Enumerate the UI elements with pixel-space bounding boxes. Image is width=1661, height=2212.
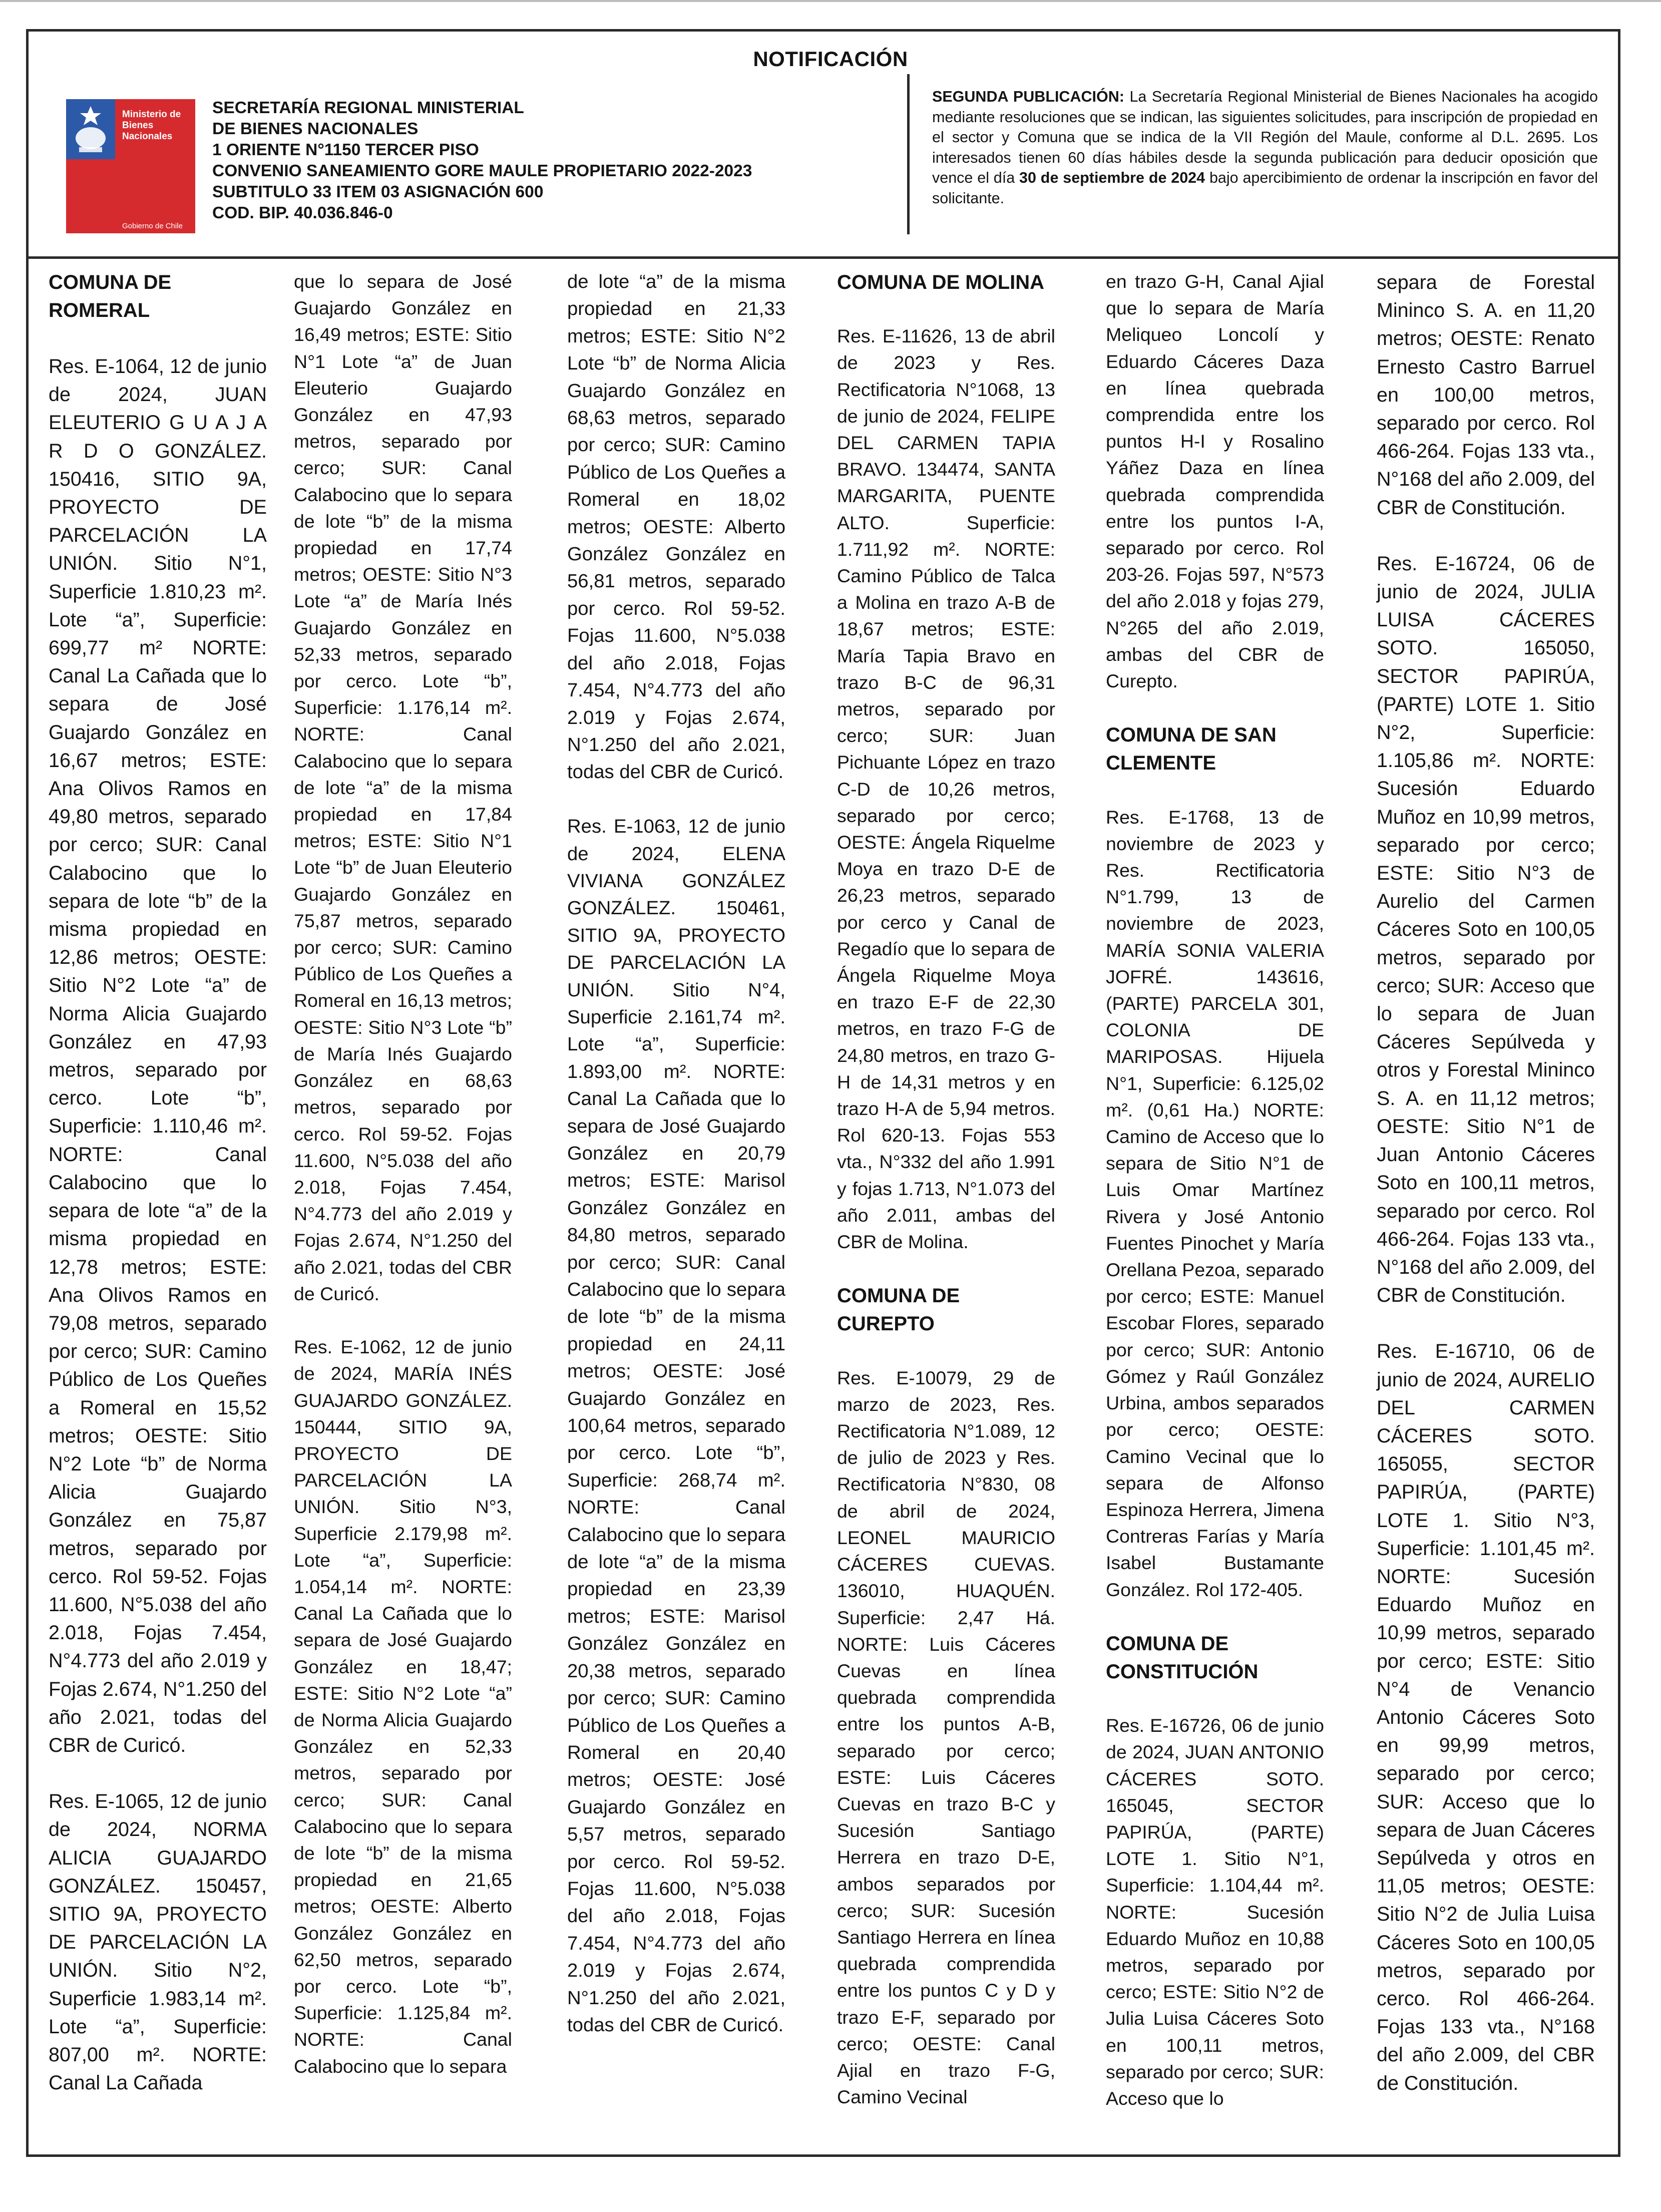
column-2 — [294, 268, 512, 2106]
resolution-entry: Res. E-1062, 12 de junio de 2024, MARÍA INÉS GUAJARDO GONZÁLEZ. 150444, SITIO 9A, PROYECTO DE PARCELACIÓN LA UNIÓN. Sitio N°3, Superficie 2.179,98 m². Lote “a”, Superficie: 1.054,14 m². NORTE: Canal La Cañada que lo separa de José Guajardo González en 18,47; ESTE: Sitio N°2 Lote “a” de Norma Alicia Guajardo González en 52,33 metros, separado por cerco; SUR: Canal Calabocino que lo separa de lote “b” de la misma propiedad en 21,65 metros; OESTE: Alberto González González en 62,50 metros, separado por cerco. Lote “b”, Superficie: 1.125,84 m². NORTE: Canal Calabocino que lo separa — [294, 1336, 512, 2077]
publication-deadline: 30 de septiembre de 2024 — [1019, 169, 1205, 186]
column-6 — [1377, 268, 1595, 2125]
logo-ministry-line-3: Nacionales — [122, 131, 173, 142]
comuna-heading-curepto: COMUNA DE CUREPTO — [837, 1285, 960, 1335]
institution-line: CONVENIO SANEAMIENTO GORE MAULE PROPIETARIO 2022-2023 — [212, 162, 752, 180]
resolution-entry: separa de Forestal Mininco S. A. en 11,20 metros; OESTE: Renato Ernesto Castro Barruel en 100,00 metros, separado por cerco. Rol 466-264. Fojas 133 vta., N°168 del año 2.009, del CBR de Constitución. — [1377, 271, 1595, 519]
resolution-entry: Res. E-1063, 12 de junio de 2024, ELENA VIVIANA GONZÁLEZ GONZÁLEZ. 150461, SITIO 9A, PROYECTO DE PARCELACIÓN LA UNIÓN. Sitio N°4, Superficie 2.161,74 m². Lote “a”, Superficie: 1.893,00 m². NORTE: Canal La Cañada que lo separa de José Guajardo González en 20,79 metros; ESTE: Marisol González González en 84,80 metros, separado por cerco; SUR: Canal Calabocino que lo separa de lote “b” de la misma propiedad en 24,11 metros; OESTE: José Guajardo González en 100,64 metros, separado por cerco. Lote “b”, Superficie: 268,74 m². NORTE: Canal Calabocino que lo separa de lote “a” de la misma propiedad en 23,39 metros; ESTE: Marisol González González en 20,38 metros, separado por cerco; SUR: Camino Público de Los Queñes a Romeral en 20,40 metros; OESTE: José Guajardo González en 5,57 metros, separado por cerco. Rol 59-52. Fojas 11.600, N°5.038 del año 2.018, Fojas 7.454, N°4.773 del año 2.019 y Fojas 2.674, N°1.250 del año 2.021, todas del CBR de Curicó. — [567, 816, 785, 2036]
header-rule — [26, 256, 1620, 259]
resolution-entry: Res. E-1768, 13 de noviembre de 2023 y Res. Rectificatoria N°1.799, 13 de noviembre de 2023, MARÍA SONIA VALERIA JOFRÉ. 143616, (PARTE) PARCELA 301, COLONIA DE MARIPOSAS. Hijuela N°1, Superficie: 6.125,02 m². (0,61 Ha.) NORTE: Camino de Acceso que lo separa de Sitio N°1 de Luis Omar Martínez Rivera y José Antonio Fuentes Pinochet y María Orellana Pezoa, separado por cerco; ESTE: Manuel Escobar Flores, separado por cerco; SUR: Antonio Gómez y Raúl González Urbina, ambos separados por cerco; OESTE: Camino Vecinal que lo separa de Alfonso Espinoza Herrera, Jimena Contreras Farías y María Isabel Bustamante González. Rol 172-405. — [1106, 806, 1324, 1600]
resolution-entry: Res. E-16726, 06 de junio de 2024, JUAN ANTONIO CÁCERES SOTO. 165045, SECTOR PAPIRÚA, (PARTE) LOTE 1. Sitio N°1, Superficie: 1.104,44 m². NORTE: Sucesión Eduardo Muñoz en 10,88 metros, separado por cerco; ESTE: Sitio N°2 de Julia Luisa Cáceres Soto en 100,11 metros, separado por cerco; SUR: Acceso que lo — [1106, 1715, 1324, 2109]
notice-title: NOTIFICACIÓN — [753, 47, 908, 71]
comuna-heading-romeral: COMUNA DE ROMERAL — [49, 271, 172, 321]
logo-red-lower — [66, 159, 115, 233]
resolution-entry: Res. E-1065, 12 de junio de 2024, NORMA ALICIA GUAJARDO GONZÁLEZ. 150457, SITIO 9A, PROYECTO DE PARCELACIÓN LA UNIÓN. Sitio N°2, Superficie 1.983,14 m². Lote “a”, Superficie: 807,00 m². NORTE: Canal La Cañada — [49, 1790, 267, 2094]
comuna-heading-san-clemente: COMUNA DE SAN CLEMENTE — [1106, 724, 1277, 775]
publication-lead: SEGUNDA PUBLICACIÓN: — [932, 88, 1124, 105]
institution-block — [212, 98, 888, 224]
institution-line: COD. BIP. 40.036.846-0 — [212, 204, 393, 222]
logo-ministry-line-1: Ministerio de — [122, 109, 181, 120]
publication-body: La Secretaría Regional Ministerial de Bienes Nacionales ha acogido mediante resoluciones que se indican, las siguientes solicitudes, para inscripción de propiedad en el sector y Comuna que se indica de la VII Región del Maule, conforme al D.L. 2695. Los interesados tienen 60 días hábiles desde la segunda publicación para deducir oposición que vence el día — [932, 88, 1598, 186]
header-divider — [907, 74, 910, 234]
institution-line: 1 ORIENTE N°1150 TERCER PISO — [212, 141, 479, 159]
resolution-entry: Res. E-1064, 12 de junio de 2024, JUAN ELEUTERIO G U A J A R D O GONZÁLEZ. 150416, SITIO 9A, PROYECTO DE PARCELACIÓN LA UNIÓN. Sitio N°1, Superficie 1.810,23 m². Lote “a”, Superficie: 699,77 m² NORTE: Canal La Cañada que lo separa de José Guajardo González en 16,67 metros; ESTE: Ana Olivos Ramos en 49,80 metros, separado por cerco; SUR: Canal Calabocino que lo separa de lote “b” de la misma propiedad en 12,86 metros; OESTE: Sitio N°2 Lote “a” de Norma Alicia Guajardo González en 47,93 metros, separado por cerco. Lote “b”, Superficie: 1.110,46 m². NORTE: Canal Calabocino que lo separa de lote “a” de la misma propiedad en 12,78 metros; ESTE: Ana Olivos Ramos en 79,08 metros, separado por cerco; SUR: Camino Público de Los Queñes a Romeral en 15,52 metros; OESTE: Sitio N°2 Lote “b” de Norma Alicia Guajardo González en 75,87 metros, separado por cerco. Rol 59-52. Fojas 11.600, N°5.038 del año 2.018, Fojas 7.454, N°4.773 del año 2.019 y Fojas 2.674, N°1.250 del año 2.021, todas del CBR de Curicó. — [49, 355, 267, 1756]
top-rule — [0, 0, 1661, 2]
column-5 — [1106, 268, 1324, 2138]
column-3 — [567, 268, 785, 2066]
column-4 — [837, 268, 1055, 2137]
ministry-logo — [66, 99, 195, 233]
resolution-entry: en trazo G-H, Canal Ajial que lo separa de María Meliqueo Loncolí y Eduardo Cáceres Daza en línea quebrada comprendida entre los puntos H-I y Rosalino Yáñez Daza en línea quebrada comprendida entre los puntos I-A, separado por cerco. Rol 203-26. Fojas 597, N°573 del año 2.018 y fojas 279, N°265 del año 2.019, ambas del CBR de Curepto. — [1106, 271, 1324, 692]
logo-government-text: Gobierno de Chile — [122, 222, 183, 230]
publication-tail: bajo apercibimiento de ordenar la inscripción en favor del solicitante. — [932, 169, 1598, 207]
resolution-entry: de lote “a” de la misma propiedad en 21,33 metros; ESTE: Sitio N°2 Lote “b” de Norma Alicia Guajardo González en 68,63 metros, separado por cerco; SUR: Camino Público de Los Queñes a Romeral en 18,02 metros; OESTE: Alberto González González en 56,81 metros, separado por cerco. Rol 59-52. Fojas 11.600, N°5.038 del año 2.018, Fojas 7.454, N°4.773 del año 2.019 y Fojas 2.674, N°1.250 del año 2.021, todas del CBR de Curicó. — [567, 271, 785, 783]
resolution-entry: Res. E-16710, 06 de junio de 2024, AURELIO DEL CARMEN CÁCERES SOTO. 165055, SECTOR PAPIRÚA, (PARTE) LOTE 1. Sitio N°3, Superficie: 1.101,45 m². NORTE: Sucesión Eduardo Muñoz en 10,99 metros, separado por cerco; ESTE: Sitio N°4 de Venancio Antonio Cáceres Soto en 99,99 metros, separado por cerco; SUR: Acceso que lo separa de Juan Cáceres Sepúlveda y otros en 11,05 metros; OESTE: Sitio N°2 de Julia Luisa Cáceres Soto en 100,05 metros, separado por cerco. Rol 466-264. Fojas 133 vta., N°168 del año 2.009, del CBR de Constitución. — [1377, 1340, 1595, 2094]
resolution-entry: Res. E-11626, 13 de abril de 2023 y Res. Rectificatoria N°1068, 13 de junio de 2024, FELIPE DEL CARMEN TAPIA BRAVO. 134474, SANTA MARGARITA, PUENTE ALTO. Superficie: 1.711,92 m². NORTE: Camino Público de Talca a Molina en trazo A-B de 18,67 metros; ESTE: María Tapia Bravo en trazo B-C de 96,31 metros, separado por cerco; SUR: Juan Pichuante López en trazo C-D de 10,26 metros, separado por cerco; OESTE: Ángela Riquelme Moya en trazo D-E de 26,23 metros, separado por cerco y Canal de Regadío que lo separa de Ángela Riquelme Moya en trazo E-F de 22,30 metros, en trazo F-G de 24,80 metros, en trazo G-H de 14,31 metros y en trazo H-A de 5,94 metros. Rol 620-13. Fojas 553 vta., N°332 del año 1.991 y fojas 1.713, N°1.073 del año 2.011, ambas del CBR de Molina. — [837, 325, 1055, 1253]
resolution-entry: que lo separa de José Guajardo González en 16,49 metros; ESTE: Sitio N°1 Lote “a” de Juan Eleuterio Guajardo González en 47,93 metros, separado por cerco; SUR: Canal Calabocino que lo separa de lote “b” de la misma propiedad en 17,74 metros; OESTE: Sitio N°3 Lote “a” de María Inés Guajardo González en 52,33 metros, separado por cerco. Lote “b”, Superficie: 1.176,14 m². NORTE: Canal Calabocino que lo separa de lote “a” de la misma propiedad en 17,84 metros; ESTE: Sitio N°1 Lote “b” de Juan Eleuterio Guajardo González en 75,87 metros, separado por cerco; SUR: Camino Público de Los Queñes a Romeral en 16,13 metros; OESTE: Sitio N°3 Lote “b” de María Inés Guajardo González en 68,63 metros, separado por cerco. Rol 59-52. Fojas 11.600, N°5.038 del año 2.018, Fojas 7.454, N°4.773 del año 2.019 y Fojas 2.674, N°1.250 del año 2.021, todas del CBR de Curicó. — [294, 271, 512, 1304]
institution-line: SECRETARÍA REGIONAL MINISTERIAL — [212, 99, 524, 117]
publication-notice — [932, 87, 1598, 208]
resolution-entry: Res. E-10079, 29 de marzo de 2023, Res. Rectificatoria N°1.089, 12 de julio de 2023 y Res. Rectificatoria N°830, 08 de abril de 2024, LEONEL MAURICIO CÁCERES CUEVAS. 136010, HUAQUÉN. Superficie: 2,47 Há. NORTE: Luis Cáceres Cuevas en línea quebrada comprendida entre los puntos A-B, separado por cerco; ESTE: Luis Cáceres Cuevas en trazo B-C y Sucesión Santiago Herrera en trazo D-E, ambos separados por cerco; SUR: Sucesión Santiago Herrera en línea quebrada comprendida entre los puntos C y D y trazo E-F, separado por cerco; OESTE: Canal Ajial en trazo F-G, Camino Vecinal — [837, 1367, 1055, 2108]
institution-line: DE BIENES NACIONALES — [212, 120, 419, 138]
institution-line: SUBTITULO 33 ITEM 03 ASIGNACIÓN 600 — [212, 183, 544, 201]
column-1 — [49, 268, 267, 2125]
comuna-heading-molina: COMUNA DE MOLINA — [837, 271, 1045, 293]
resolution-entry: Res. E-16724, 06 de junio de 2024, JULIA LUISA CÁCERES SOTO. 165050, SECTOR PAPIRÚA, (PARTE) LOTE 1. Sitio N°2, Superficie: 1.105,86 m². NORTE: Sucesión Eduardo Muñoz en 10,99 metros, separado por cerco; ESTE: Sitio N°3 de Aurelio del Carmen Cáceres Soto en 100,05 metros, separado por cerco; SUR: Acceso que lo separa de Juan Cáceres Sepúlveda y otros y Forestal Mininco S. A. en 11,12 metros; OESTE: Sitio N°1 de Juan Antonio Cáceres Soto en 100,11 metros, separado por cerco. Rol 466-264. Fojas 133 vta., N°168 del año 2.009, del CBR de Constitución. — [1377, 552, 1595, 1307]
logo-ministry-line-2: Bienes — [122, 120, 154, 131]
comuna-heading-constitucion: COMUNA DE CONSTITUCIÓN — [1106, 1632, 1259, 1683]
